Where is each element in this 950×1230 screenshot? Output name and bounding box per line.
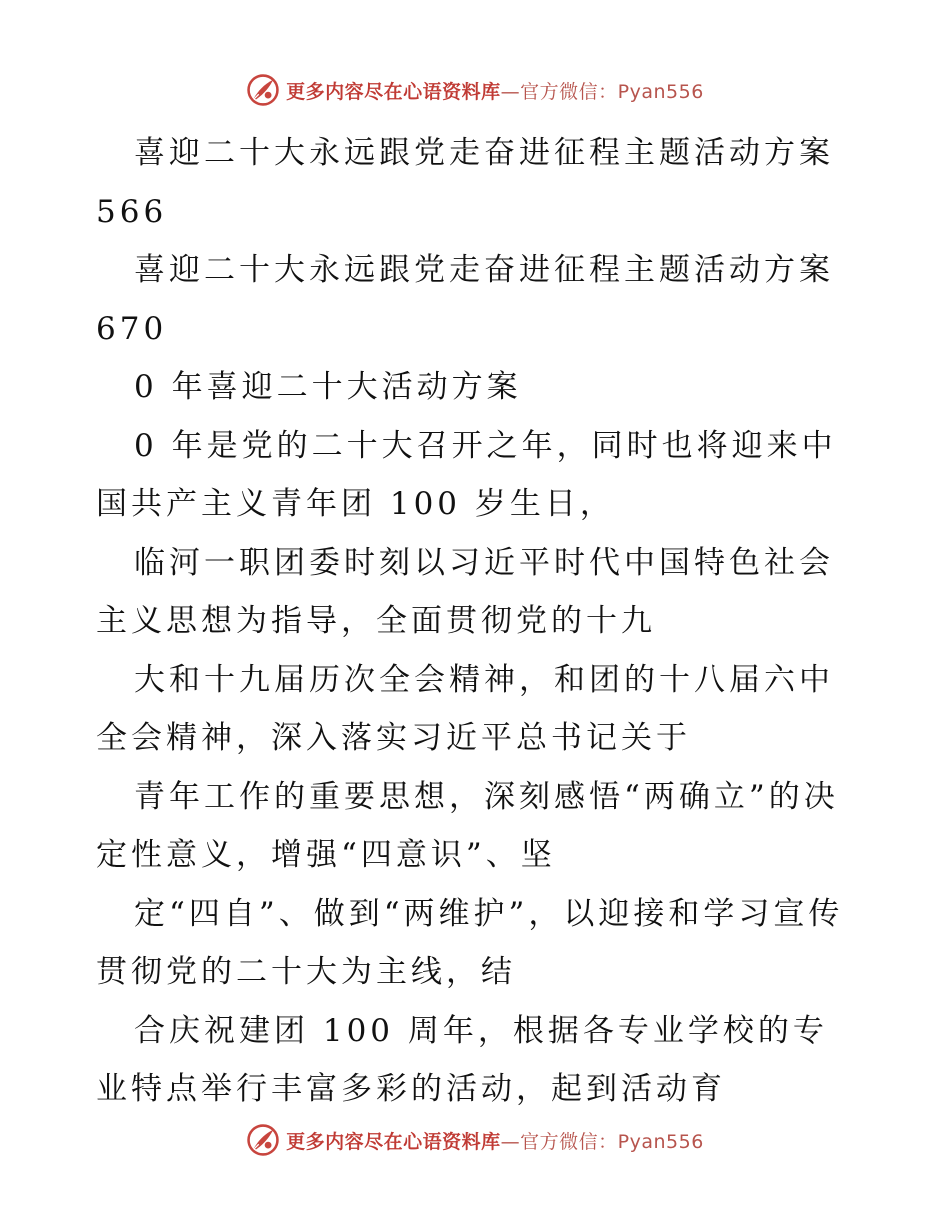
footer-banner-inner	[246, 1123, 704, 1157]
paragraph: 喜迎二十大永远跟党走奋进征程主题活动方案 670	[96, 252, 834, 347]
header-banner	[0, 70, 950, 110]
document-body	[96, 124, 856, 1119]
quill-pen-logo-icon	[246, 1123, 280, 1157]
quill-pen-logo-icon	[246, 73, 280, 107]
paragraph: 0 年是党的二十大召开之年，同时也将迎来中国共产主义青年团 100 岁生日，	[96, 427, 837, 522]
footer-banner	[0, 1120, 950, 1160]
footer-slogan-main: 更多内容尽在心语资料库	[286, 1130, 501, 1153]
header-slogan	[286, 77, 704, 104]
header-banner-inner	[246, 73, 704, 107]
paragraph: 喜迎二十大永远跟党走奋进征程主题活动方案 566	[96, 135, 834, 230]
paragraph: 青年工作的重要思想，深刻感悟“两确立”的决定性意义，增强“四意识”、坚	[96, 778, 839, 873]
footer-slogan-dash: —	[500, 1130, 521, 1153]
footer-slogan-contact: 官方微信：Pyan556	[520, 1130, 704, 1153]
paragraph: 大和十九届历次全会精神，和团的十八届六中全会精神，深入落实习近平总书记关于	[96, 661, 834, 756]
header-slogan-dash: —	[500, 80, 521, 103]
header-slogan-contact: 官方微信：Pyan556	[520, 80, 704, 103]
paragraph: 定“四自”、做到“两维护”，以迎接和学习宣传贯彻党的二十大为主线，结	[96, 895, 844, 990]
footer-slogan	[286, 1127, 704, 1154]
paragraph: 临河一职团委时刻以习近平时代中国特色社会主义思想为指导，全面贯彻党的十九	[96, 544, 834, 639]
paragraph: 合庆祝建团 100 周年，根据各专业学校的专业特点举行丰富多彩的活动，起到活动育	[96, 1012, 828, 1107]
header-slogan-main: 更多内容尽在心语资料库	[286, 80, 501, 103]
paragraph: 0 年喜迎二十大活动方案	[134, 369, 522, 405]
